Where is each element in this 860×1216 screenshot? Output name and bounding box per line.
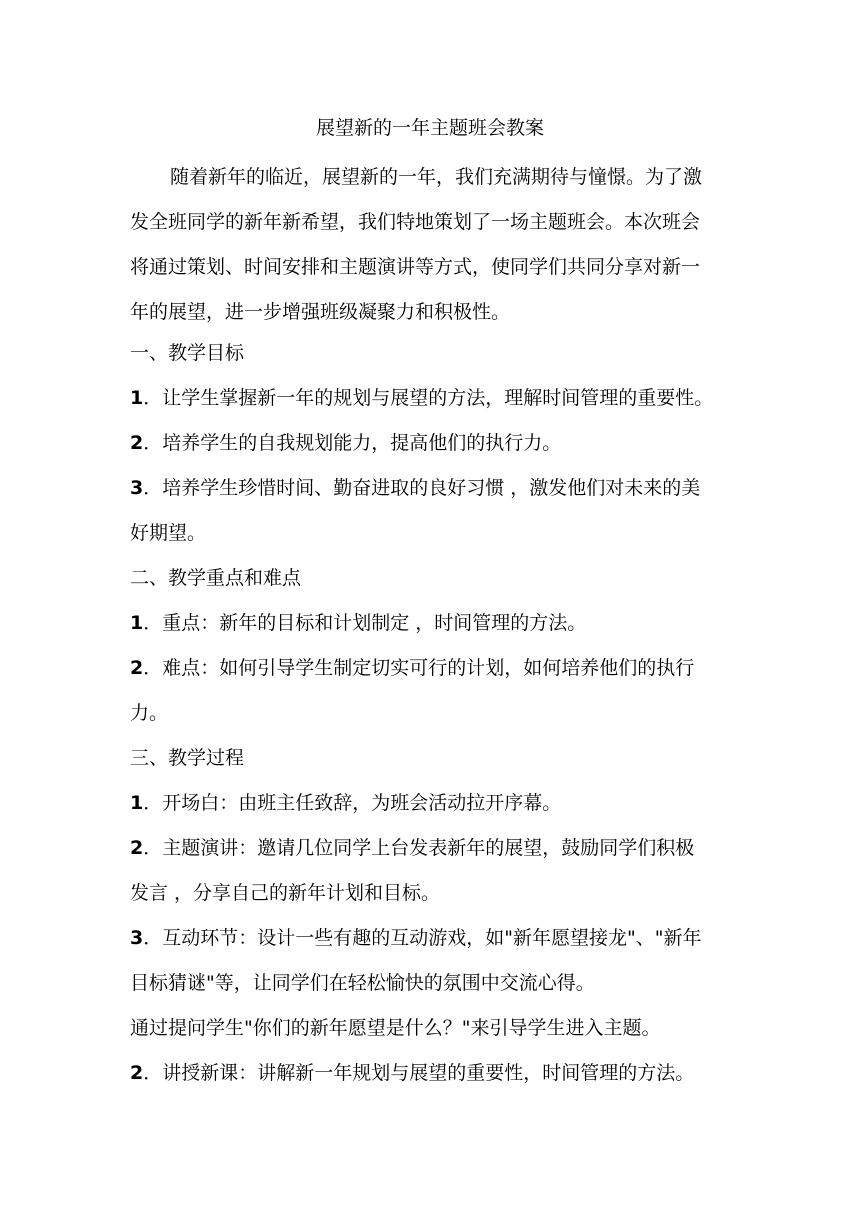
item-text: ．开场白：由班主任致辞，为班会活动拉开序幕。 — [143, 792, 562, 814]
document-title: 展望新的一年主题班会教案 — [315, 117, 544, 139]
list-item — [130, 1058, 734, 1088]
intro-line: 随着新年的临近，展望新的一年，我们充满期待与憧憬。为了激 — [170, 166, 703, 188]
list-item-continuation: 好期望。 — [130, 522, 207, 544]
list-item — [130, 788, 734, 818]
list-item-continuation: 力。 — [130, 702, 169, 724]
item-number: 2 — [130, 837, 144, 859]
item-text: ．让学生掌握新一年的规划与展望的方法，理解时间管理的重要性。 — [143, 387, 714, 409]
list-item — [130, 923, 734, 953]
item-number: 2 — [130, 432, 144, 454]
item-text: ．互动环节：设计一些有趣的互动游戏，如"新年愿望接龙"、"新年 — [143, 927, 702, 949]
item-number: 1 — [130, 612, 144, 634]
list-item — [130, 833, 734, 863]
item-text: ．主题演讲：邀请几位同学上台发表新年的展望，鼓励同学们积极 — [143, 837, 695, 859]
list-item — [130, 608, 734, 638]
paragraph: 通过提问学生"你们的新年愿望是什么？"来引导学生进入主题。 — [130, 1017, 661, 1039]
item-number: 2 — [130, 1062, 144, 1084]
item-number: 3 — [130, 477, 144, 499]
list-item — [130, 473, 734, 503]
item-text: ．讲授新课：讲解新一年规划与展望的重要性，时间管理的方法。 — [143, 1062, 695, 1084]
list-item-continuation: 发言 ，分享自己的新年计划和目标。 — [130, 882, 441, 904]
list-item — [130, 653, 734, 683]
section-heading-objectives: 一、教学目标 — [130, 342, 245, 364]
item-text: ．培养学生的自我规划能力，提高他们的执行力。 — [143, 432, 562, 454]
section-heading-key-points: 二、教学重点和难点 — [130, 567, 302, 589]
item-number: 2 — [130, 657, 144, 679]
intro-line: 年的展望，进一步增强班级凝聚力和积极性。 — [130, 301, 511, 323]
intro-paragraph — [130, 155, 734, 335]
intro-line: 将通过策划、时间安排和主题演讲等方式，使同学们共同分享对新一 — [130, 256, 701, 278]
section-heading-process: 三、教学过程 — [130, 747, 245, 769]
list-item-continuation: 目标猜谜"等，让同学们在轻松愉快的氛围中交流心得。 — [130, 972, 595, 994]
item-number: 1 — [130, 792, 144, 814]
list-item — [130, 383, 734, 413]
list-item — [130, 428, 734, 458]
item-text: ．培养学生珍惜时间、勤奋进取的良好习惯 ，激发他们对未来的美 — [143, 477, 701, 499]
item-text: ．难点：如何引导学生制定切实可行的计划，如何培养他们的执行 — [143, 657, 695, 679]
item-number: 3 — [130, 927, 144, 949]
intro-line: 发全班同学的新年新希望，我们特地策划了一场主题班会。本次班会 — [130, 211, 701, 233]
item-number: 1 — [130, 387, 144, 409]
item-text: ．重点：新年的目标和计划制定 ，时间管理的方法。 — [143, 612, 587, 634]
